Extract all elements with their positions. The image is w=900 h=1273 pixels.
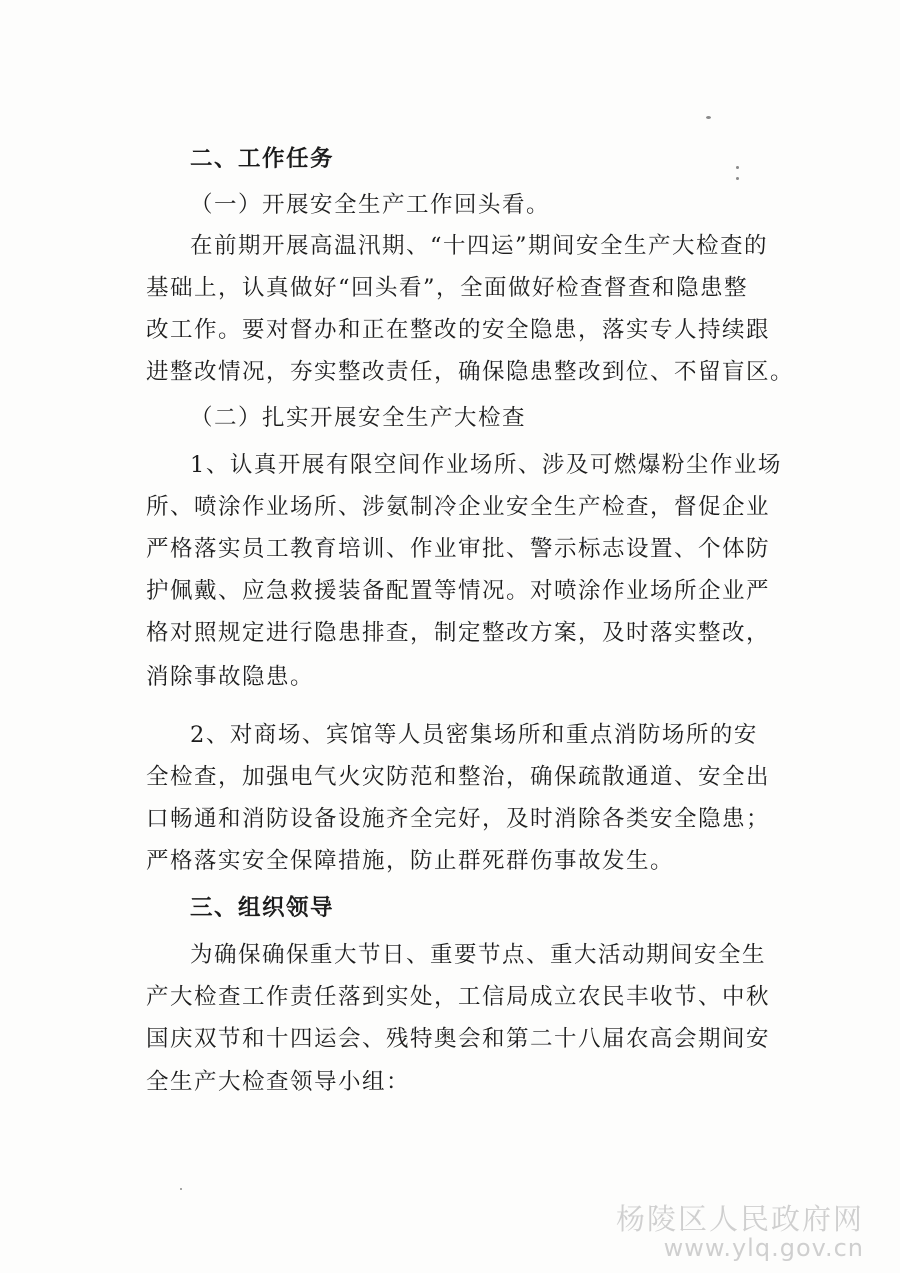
subsection-heading-2: （二）扎实开展安全生产大检查: [190, 405, 527, 431]
section-heading-organization: 三、组织领导: [190, 895, 335, 921]
paragraph-line: 全生产大检查领导小组：: [146, 1069, 411, 1095]
paragraph-line: 严格落实安全保障措施，防止群死群伤事故发生。: [146, 848, 675, 874]
subsection-heading-1: （一）开展安全生产工作回头看。: [190, 192, 551, 218]
watermark-site-url: www.ylq.gov.cn: [663, 1234, 864, 1262]
paragraph-line: 消除事故隐患。: [146, 664, 315, 690]
watermark-site-name: 杨陵区人民政府网: [615, 1202, 864, 1236]
paragraph-line: 在前期开展高温汛期、“十四运”期间安全生产大检查的: [190, 233, 769, 259]
paragraph-line: 进整改情况，夯实整改责任，确保隐患整改到位、不留盲区。: [146, 359, 795, 385]
paragraph-line: 改工作。要对督办和正在整改的安全隐患，落实专人持续跟: [146, 317, 771, 343]
section-heading-work-tasks: 二、工作任务: [190, 146, 335, 172]
paragraph-line: 口畅通和消防设备设施齐全完好，及时消除各类安全隐患；: [146, 806, 771, 832]
paragraph-line: 格对照规定进行隐患排查，制定整改方案，及时落实整改，: [146, 620, 771, 646]
paragraph-line: 为确保确保重大节日、重要节点、重大活动期间安全生: [190, 942, 767, 968]
paragraph-line: 1、认真开展有限空间作业场所、涉及可燃爆粉尘作业场: [190, 452, 782, 478]
scan-speck: [736, 177, 739, 180]
scan-speck: [736, 166, 739, 169]
scan-speck: [706, 116, 711, 119]
paragraph-line: 护佩戴、应急救援装备配置等情况。对喷涂作业场所企业严: [146, 578, 771, 604]
paragraph-line: 所、喷涂作业场所、涉氨制冷企业安全生产检查，督促企业: [146, 494, 771, 520]
paragraph-line: 全检查，加强电气火灾防范和整治，确保疏散通道、安全出: [146, 764, 771, 790]
paragraph-line: 基础上，认真做好“回头看”，全面做好检查督查和隐患整: [146, 275, 749, 301]
paragraph-line: 2、对商场、宾馆等人员密集场所和重点消防场所的安: [190, 722, 758, 748]
paragraph-line: 严格落实员工教育培训、作业审批、警示标志设置、个体防: [146, 536, 771, 562]
paragraph-line: 产大检查工作责任落到实处，工信局成立农民丰收节、中秋: [146, 984, 771, 1010]
paragraph-line: 国庆双节和十四运会、残特奥会和第二十八届农高会期间安: [146, 1026, 771, 1052]
scan-speck: [180, 1188, 182, 1190]
